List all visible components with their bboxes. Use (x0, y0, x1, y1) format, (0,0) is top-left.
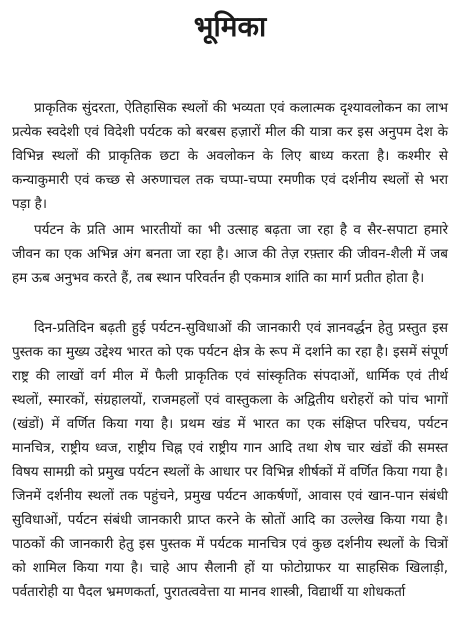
paragraph-1: प्राकृतिक सुंदरता, ऐतिहासिक स्थलों की भव्यता एवं कलात्मक दृश्यावलोकन का लाभ प्रत्येक स्वदेशी एवं विदेशी पर्यटक को बरबस हज़ारों मील की यात्रा कर इस अनुपम देश के विभिन्न स्थलों की प्राकृतिक छटा के अवलोकन के लिए बाध्य करता है। कश्मीर से कन्याकुमारी एवं कच्छ से अरुणाचल तक चप्पा-चप्पा रमणीक एवं दर्शनीय स्थलों से भरा पड़ा है। (12, 100, 448, 212)
paragraph-3: दिन-प्रतिदिन बढ़ती हुई पर्यटन-सुविधाओं की जानकारी एवं ज्ञानवर्द्धन हेतु प्रस्तुत इस पुस्तक का मुख्य उद्देश्य भारत को एक पर्यटन क्षेत्र के रूप में दर्शाने का रहा है। इसमें संपूर्ण राष्ट्र की लाखों वर्ग मील में फैली प्राकृतिक एवं सांस्कृतिक संपदाओं, धार्मिक एवं तीर्थ स्थलों, स्मारकों, संग्रहालयों, राजमहलों एवं वास्तुकला के अद्वितीय धरोहरों को पांच भागों (खंडों) में वर्णित किया गया है। प्रथम खंड में भारत का एक संक्षिप्त परिचय, पर्यटन मानचित्र, राष्ट्रीय ध्वज, राष्ट्रीय चिह्न एवं राष्ट्रीय गान आदि तथा शेष चार खंडों की समस्त विषय सामग्री को प्रमुख पर्यटन स्थलों के आधार पर विभिन्न शीर्षकों में वर्णित किया गया है। जिनमें दर्शनीय स्थलों तक पहुंचने, प्रमुख पर्यटन आकर्षणों, आवास एवं खान-पान संबंधी सुविधाओं, पर्यटन संबंधी जानकारी प्राप्त करने के स्रोतों आदि का उल्लेख किया गया है। पाठकों की जानकारी हेतु इस पुस्तक में पर्यटक मानचित्र एवं कुछ दर्शनीय स्थलों के चित्रों को शामिल किया गया है। चाहे आप सैलानी हों या फोटोग्राफर या साहसिक खिलाड़ी, पर्वतारोही या पैदल भ्रमणकर्ता, पुरातत्ववेत्ता या मानव शास्त्री, विद्यार्थी या शोधकर्ता (12, 320, 448, 600)
page-title: भूमिका (193, 10, 267, 43)
paragraph-2: पर्यटन के प्रति आम भारतीयों का भी उत्साह बढ़ता जा रहा है व सैर-सपाटा हमारे जीवन का एक अभिन्न अंग बनता जा रहा है। आज की तेज़ रफ़्तार की जीवन-शैली में जब हम ऊब अनुभव करते हैं, तब स्थान परिवर्तन ही एकमात्र शांति का मार्ग प्रतीत होता है। (12, 222, 448, 286)
